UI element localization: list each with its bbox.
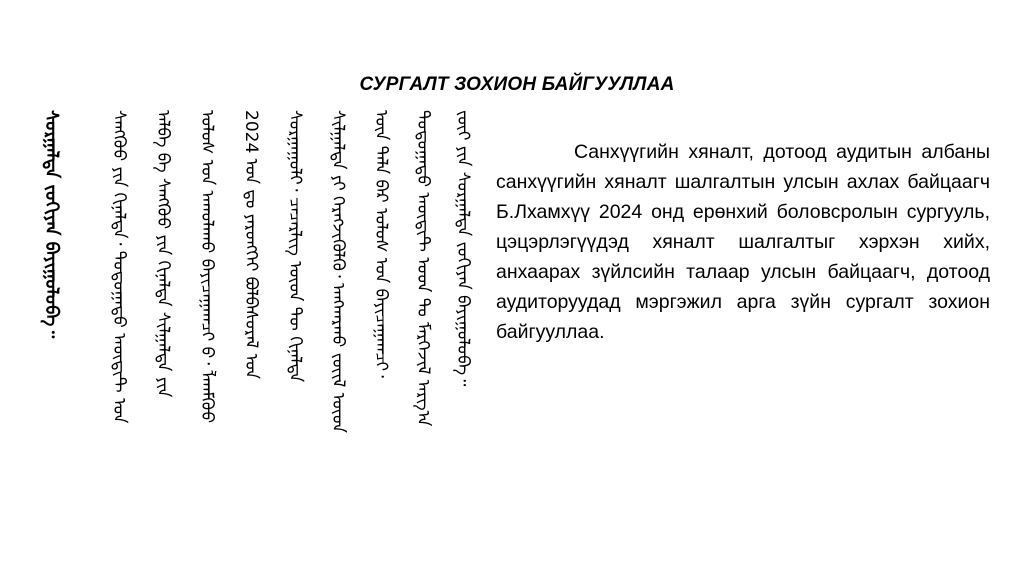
mongolian-heading: ᠰᠤᠷᠭᠠᠯᠲᠠ ᠵᠣᠬᠢᠶᠠᠨ ᠪᠠᠶᠢᠭᠤᠯᠤᠪᠠ᠃ bbox=[41, 110, 62, 339]
mongolian-column-6: ᠰᠢᠯᠭᠠᠯᠲᠠ ᠶᠢ ᠬᠡᠷᠡᠭᠵᠢᠭᠦᠯᠬᠦ᠂ ᠠᠩᠬᠠᠷᠬᠤ ᠵᠦᠢᠯ ᠦᠳ bbox=[328, 110, 348, 433]
body-paragraph: Санхүүгийн хяналт, дотоод аудитын албаны санхүүгийн хяналт шалгалтын улсын ахлах байцаагч Б.Лхамхүү 2024 онд ерөнхий боловсролын сургууль, цэцэрлэгүүдэд хяналт шалгалтыг хэрхэн хийх, анхаарах зүйлсийн талаар улсын байцаагч, дотоод аудиторуудад мэргэжил арга зүйн сургалт зохион байгууллаа. bbox=[496, 141, 990, 343]
mongolian-column-2: ᠠᠯᠪᠠ ᠪᠠ ᠰᠠᠩᠬᠦᠦ ᠶᠢᠨ ᠬᠢᠨᠠᠯᠲᠠ ᠰᠢᠯᠭᠠᠯᠲᠠ ᠶᠢᠨ bbox=[153, 110, 173, 398]
mongolian-column-3: ᠤᠯᠤᠰ ᠤᠨ ᠠᠬᠤᠯᠠᠬᠤ ᠪᠠᠶᠢᠴᠠᠭᠠᠭᠴᠢ ᠪ᠂ ᠯᠬᠠᠮᠬᠦᠦ bbox=[197, 110, 217, 424]
mongolian-column-7: ᠦᠨ ᠲᠠᠯᠠ ᠪᠠᠷ ᠤᠯᠤᠰ ᠤᠨ ᠪᠠᠶᠢᠴᠠᠭᠠᠭᠴᠢ᠂ bbox=[371, 110, 391, 378]
page-title: СУРГАЛТ ЗОХИОН БАЙГУУЛЛАА bbox=[359, 74, 675, 95]
mongolian-column-5: ᠰᠤᠷᠭᠠᠭᠤᠯᠢ᠂ ᠴᠡᠴᠡᠷᠯᠢᠭ ᠦᠳ ᠲᠦ ᠬᠢᠨᠠᠯᠲᠠ bbox=[285, 110, 305, 383]
mongolian-column-9: ᠵᠦᠢ ᠶᠢᠨ ᠰᠤᠷᠭᠠᠯᠲᠠ ᠵᠣᠬᠢᠶᠠᠨ ᠪᠠᠶᠢᠭᠤᠯᠤᠪᠠ᠃ bbox=[453, 110, 473, 387]
mongolian-column-4: 2024 ᠣᠨ ᠳᠤ ᠶᠡᠷᠦᠩᠬᠡᠢ ᠪᠣᠯᠪᠠᠰᠤᠷᠠᠯ ᠤᠨ bbox=[241, 110, 261, 380]
mongolian-script-block bbox=[30, 110, 490, 480]
mongolian-column-1: ᠰᠠᠩᠬᠦᠦ ᠶᠢᠨ ᠬᠢᠨᠠᠯᠲᠠ᠂ ᠳᠣᠲᠣᠭᠠᠳᠤ ᠠᠦ᠋ᠳ᠋ᠢᠲ ᠤᠨ bbox=[109, 110, 129, 424]
mongolian-column-8: ᠳᠣᠲᠣᠭᠠᠳᠤ ᠠᠦ᠋ᠳ᠋ᠢᠲ ᠤᠳ ᠲᠤ ᠮᠡᠷᠭᠡᠵᠢᠯ ᠠᠷᠭ᠎ᠠ bbox=[413, 110, 433, 427]
